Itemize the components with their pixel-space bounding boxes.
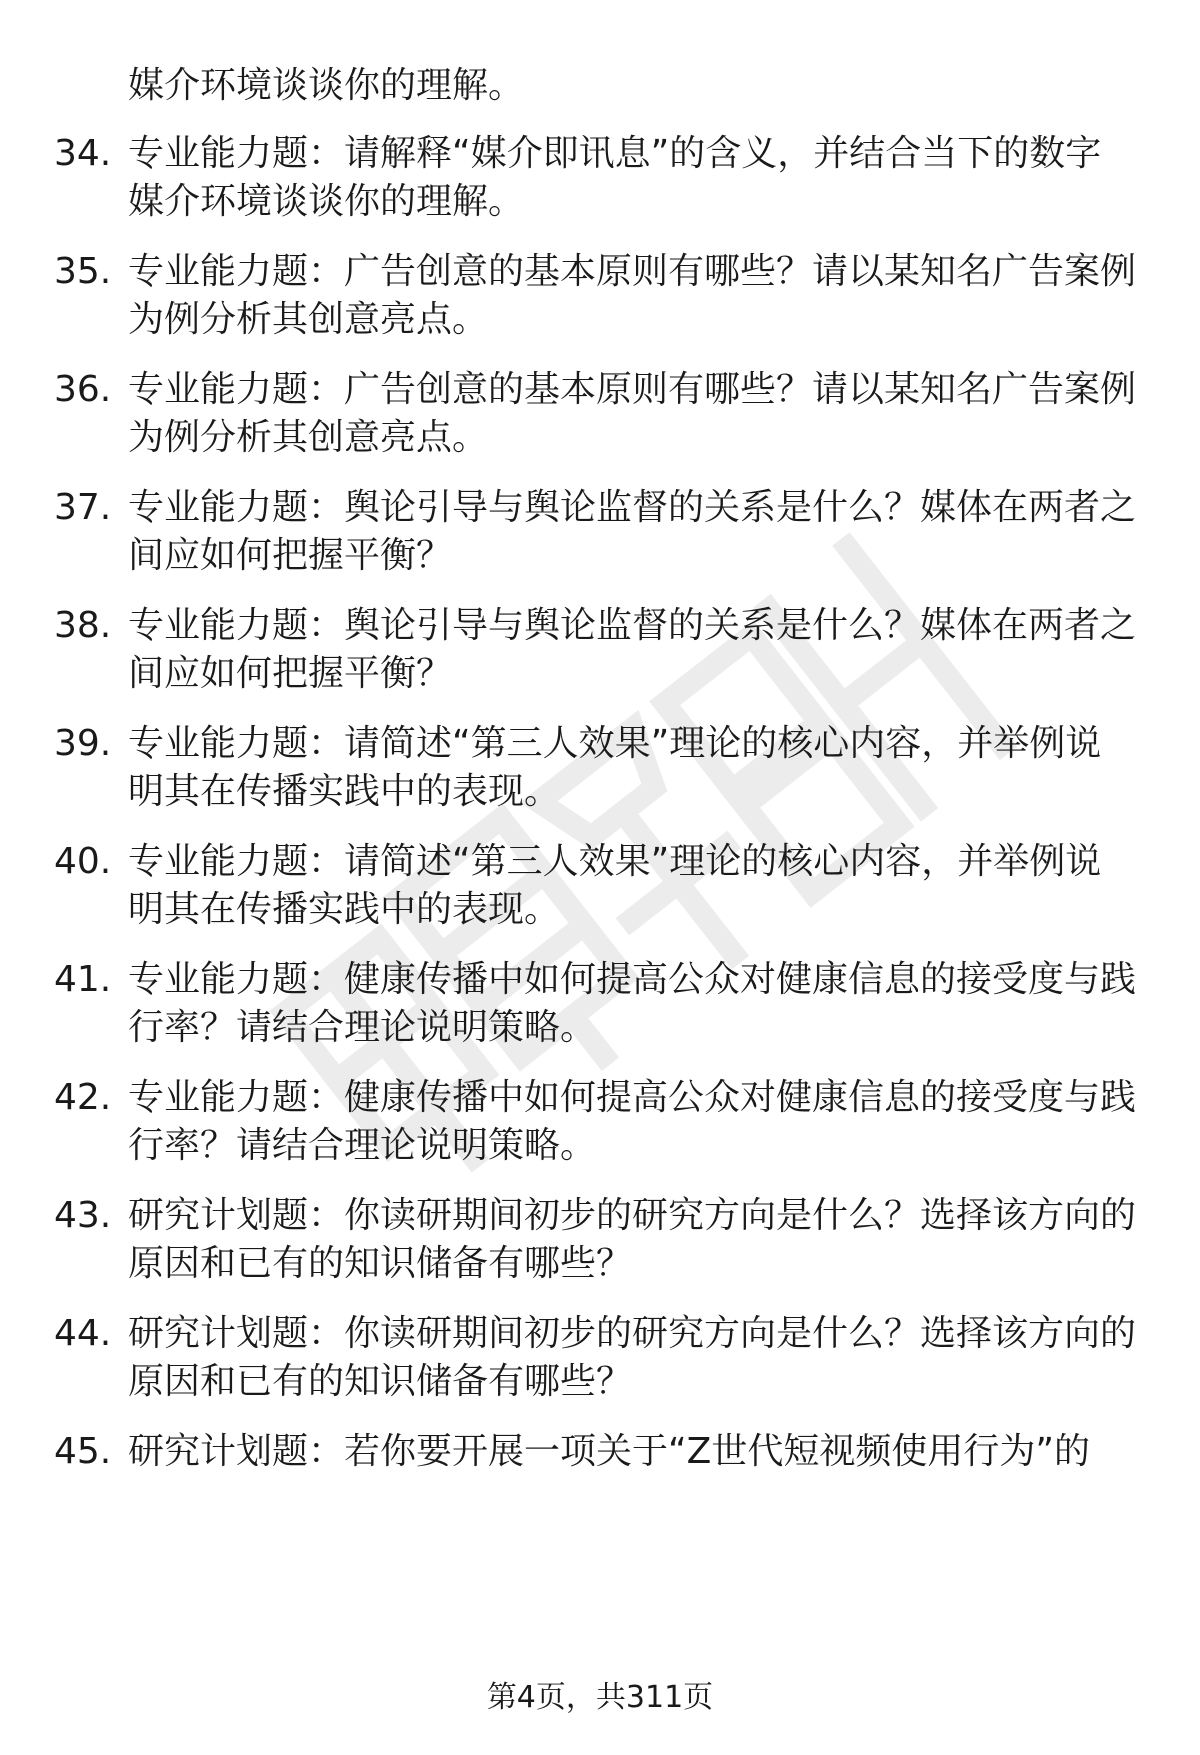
question-line: 研究计划题：若你要开展一项关于“Z世代短视频使用行为”的 xyxy=(128,1431,1090,1472)
question-line: 为例分析其创意亮点。 xyxy=(128,417,489,458)
question-text xyxy=(128,720,1148,816)
question-text xyxy=(128,248,1148,344)
question-line: 专业能力题：广告创意的基本原则有哪些？请以某知名广告案例 xyxy=(128,251,1137,292)
question-number: 39. xyxy=(54,723,112,764)
question-number: 44. xyxy=(54,1313,112,1354)
question-text xyxy=(128,1428,1148,1476)
question-line: 为例分析其创意亮点。 xyxy=(128,299,489,340)
question-text xyxy=(128,1310,1148,1406)
question-line: 专业能力题：请简述“第三人效果”理论的核心内容，并举例说 xyxy=(128,841,1102,882)
question-number: 45. xyxy=(54,1431,112,1472)
question-text xyxy=(128,366,1148,462)
question-line: 原因和已有的知识储备有哪些？ xyxy=(128,1243,633,1284)
question-line: 专业能力题：请解释“媒介即讯息”的含义，并结合当下的数字 xyxy=(128,133,1102,174)
continuation-line: 媒介环境谈谈你的理解。 xyxy=(128,65,525,106)
question-number: 42. xyxy=(54,1077,112,1118)
question-number: 35. xyxy=(54,251,112,292)
question-line: 专业能力题：健康传播中如何提高公众对健康信息的接受度与践 xyxy=(128,959,1137,1000)
question-line: 专业能力题：广告创意的基本原则有哪些？请以某知名广告案例 xyxy=(128,369,1137,410)
question-line: 行率？请结合理论说明策略。 xyxy=(128,1125,597,1166)
question-line: 媒介环境谈谈你的理解。 xyxy=(128,181,525,222)
question-line: 专业能力题：舆论引导与舆论监督的关系是什么？媒体在两者之 xyxy=(128,487,1137,528)
question-line: 研究计划题：你读研期间初步的研究方向是什么？选择该方向的 xyxy=(128,1313,1137,1354)
question-line: 明其在传播实践中的表现。 xyxy=(128,889,561,930)
question-line: 原因和已有的知识储备有哪些？ xyxy=(128,1361,633,1402)
question-text xyxy=(128,1192,1148,1288)
question-text xyxy=(128,956,1148,1052)
question-text xyxy=(128,602,1148,698)
question-number: 41. xyxy=(54,959,112,1000)
question-number: 37. xyxy=(54,487,112,528)
question-line: 专业能力题：请简述“第三人效果”理论的核心内容，并举例说 xyxy=(128,723,1102,764)
question-number: 43. xyxy=(54,1195,112,1236)
question-text xyxy=(128,130,1148,226)
question-text xyxy=(128,838,1148,934)
question-line: 专业能力题：健康传播中如何提高公众对健康信息的接受度与践 xyxy=(128,1077,1137,1118)
question-number: 40. xyxy=(54,841,112,882)
page-footer: 第4页，共311页 xyxy=(486,1680,714,1715)
question-text xyxy=(128,1074,1148,1170)
question-line: 行率？请结合理论说明策略。 xyxy=(128,1007,597,1048)
question-line: 明其在传播实践中的表现。 xyxy=(128,771,561,812)
question-number: 34. xyxy=(54,133,112,174)
question-number: 38. xyxy=(54,605,112,646)
question-line: 间应如何把握平衡？ xyxy=(128,535,453,576)
question-number: 36. xyxy=(54,369,112,410)
question-text xyxy=(128,484,1148,580)
question-line: 间应如何把握平衡？ xyxy=(128,653,453,694)
question-line: 研究计划题：你读研期间初步的研究方向是什么？选择该方向的 xyxy=(128,1195,1137,1236)
question-line: 专业能力题：舆论引导与舆论监督的关系是什么？媒体在两者之 xyxy=(128,605,1137,646)
